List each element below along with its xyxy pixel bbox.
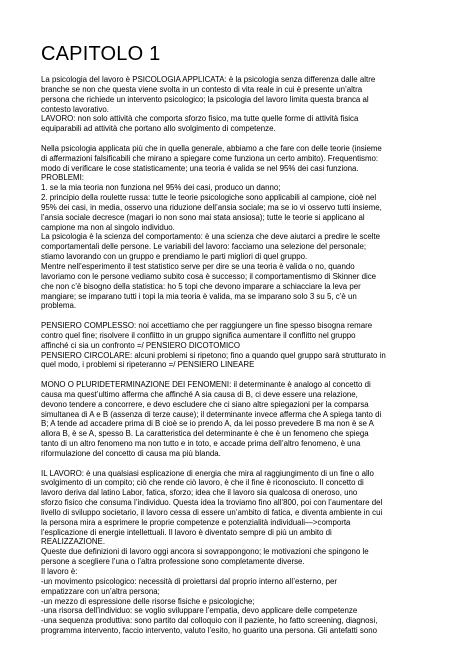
text-line: PROBLEMI: xyxy=(41,173,84,183)
text-line: la persona mira a esprimere le proprie competenze e potenzialità individuali—>comporta xyxy=(41,517,351,527)
text-line: 95% dei casi, in media, osservo una riduzione dell’ansia sociale; ma se io vi osservo tutti insieme, xyxy=(41,202,382,212)
text-line: lavoriamo con le persone vediamo subito cosa è successo; il comportamentismo di Skinner dice xyxy=(41,271,377,281)
text-line: B; A tende ad accadere prima di B cioè se io prendo A, da lei posso prevedere B ma non è se A xyxy=(41,419,374,429)
text-line: problema. xyxy=(41,301,77,311)
text-line: lavoro deriva dal latino Labor, fatica, sforzo; idea che il lavoro sia qualcosa di oneroso, uno xyxy=(41,488,358,498)
text-line: Mentre nell’esperimento il test statistico serve per dire se una teoria è valida o no, quando xyxy=(41,261,355,271)
text-line: livello di sviluppo societario, il lavoro cessa di essere un’ambito di fatica, e diventa ambiente in cui xyxy=(41,507,383,517)
text-line: simultanea di A e B (assenza di terze cause); il determinante invece afferma che A spiega tanto di xyxy=(41,409,382,419)
text-line: programma intervento, faccio intervento, valuto l’esito, ho guarito una persona. Gli antefatti sono xyxy=(41,626,377,636)
text-line: devono tendere a concorrere, e devo escludere che ci siano altre spiegazioni per la comparsa xyxy=(41,399,369,409)
text-line: campione ma non al singolo individuo. xyxy=(41,222,175,232)
text-line: quel modo, i problemi si ripeteranno =/ PENSIERO LINEARE xyxy=(41,360,255,370)
text-line: contro quel fine; risolvere il conflitto in un gruppo significa aumentare il conflitto nel gruppo xyxy=(41,330,356,340)
text-line: stiamo lavorando con un gruppo e prendiamo le parti migliori di quel gruppo. xyxy=(41,252,308,262)
text-line: PENSIERO CIRCOLARE: alcuni problemi si ripetono; fino a quando quel gruppo sarà strutturato in xyxy=(41,350,386,360)
text-line: La psicologia del lavoro è PSICOLOGIA APPLICATA: è la psicologia senza differenza dalle altre xyxy=(41,75,376,84)
paragraph-block xyxy=(41,469,451,636)
text-line: equiparabili ad attività che portano allo svolgimento di competenze. xyxy=(41,124,276,134)
text-line: -una risorsa dell’individuo: se voglio sviluppare l’empatia, devo applicare delle competenze xyxy=(41,606,358,616)
text-line: svolgimento di un compito; ciò che rende ciò lavoro, è che il fine è riconosciuto. Il concetto di xyxy=(41,478,364,488)
text-line: di affermazioni falsificabili che mirano a spiegare come funziona un certo ambito). Frequentismo: xyxy=(41,153,379,163)
chapter-title: CAPITOLO 1 xyxy=(41,43,161,65)
text-line: tanto di un altro fenomeno ma non tutto e in toto, e accade prima dell’altro fenomeno, è una xyxy=(41,439,361,449)
text-line: sforzo fisico che consuma l’individuo. Questa idea la troviamo fino all’800, poi con l’aumentare del xyxy=(41,498,383,508)
paragraph-block xyxy=(41,144,451,311)
text-line: -una sequenza produttiva: sono partito dal colloquio con il paziente, ho fatto screening, diagnosi, xyxy=(41,616,378,626)
text-line: IL LAVORO: è una qualsiasi esplicazione di energia che mira al raggiungimento di un fine o allo xyxy=(41,468,374,478)
text-line: Il lavoro è: xyxy=(41,567,78,576)
paragraph-block xyxy=(41,75,451,134)
text-line: PENSIERO COMPLESSO: noi accettiamo che per raggiungere un fine spesso bisogna remare xyxy=(41,321,373,330)
document-page xyxy=(41,43,451,646)
text-line: affinché ci sia un confronto =/ PENSIERO DICOTOMICO xyxy=(41,340,241,350)
text-line: l’ansia sociale decresce (magari io non sono mai stata ansiosa); tutte le teorie si applicano al xyxy=(41,212,365,222)
text-line: La psicologia è la scienza del comportamento: è una scienza che deve aiutarci a predire le scelte xyxy=(41,232,381,242)
text-line: allora B, è se A, spesso B. La caratteristica del determinante è che è un fenomeno che spiega xyxy=(41,429,369,439)
text-line: modo di verificare le cose statisticamente; una teoria è valida se nel 95% dei casi funziona. xyxy=(41,163,359,173)
text-line: MONO O PLURIDETERMINAZIONE DEI FENOMENI: il determinante è analogo al concetto di xyxy=(41,380,371,390)
text-line: persone a scegliere l’una o l’altra professione sono completamente diverse. xyxy=(41,557,305,567)
text-line: che non c’è bisogno della statistica: ho 5 topi che devono imparare a schiacciare la leva per xyxy=(41,281,361,291)
paragraph-block xyxy=(41,380,451,459)
text-line: Queste due definizioni di lavoro oggi ancora si sovrappongono; le motivazioni che spingono le xyxy=(41,547,369,557)
text-line: 1. se la mia teoria non funziona nel 95% dei casi, produco un danno; xyxy=(41,183,281,193)
text-line: causa ma quest’ultimo afferma che affinché A sia causa di B, ci deve essere una relazione, xyxy=(41,389,358,399)
text-line: Nella psicologia applicata più che in quella generale, abbiamo a che fare con delle teorie (insieme xyxy=(41,143,382,153)
text-line: branche se non che questa viene svolta in un contesto di vita reale in cui è presente un’altra xyxy=(41,84,363,94)
text-line: persona che richiede un intervento psicologico; la psicologia del lavoro limita questa branca al xyxy=(41,94,369,104)
text-line: -un movimento psicologico: necessità di proiettarsi dal proprio interno all’esterno, per xyxy=(41,576,338,586)
text-line: mangiare; se imparano tutti i topi la mia teoria è valida, ma se imparano solo 3 su 5, c’è un xyxy=(41,291,357,301)
text-line: 2. principio della roulette russa: tutte le teorie psicologiche sono applicabili al campione, cioè nel xyxy=(41,193,377,203)
text-line: l’esplicazione di energie intellettuali. Il lavoro è diventato sempre di più un ambito di xyxy=(41,527,332,537)
text-line: -un mezzo di espressione delle risorse fisiche e psicologiche; xyxy=(41,596,255,606)
text-line: empatizzare con un’altra persona; xyxy=(41,586,160,596)
text-line: REALIZZAZIONE. xyxy=(41,537,106,547)
text-line: comportamentali delle persone. Le variabili del lavoro: facciamo una selezione del personale; xyxy=(41,242,367,252)
text-line: riformulazione del concetto di causa ma più blanda. xyxy=(41,448,221,458)
paragraph-block xyxy=(41,321,451,370)
document-body xyxy=(41,75,451,636)
text-line: LAVORO: non solo attività che comporta sforzo fisico, ma tutte quelle forme di attività fisica xyxy=(41,114,359,124)
text-line: contesto lavorativo. xyxy=(41,104,109,114)
